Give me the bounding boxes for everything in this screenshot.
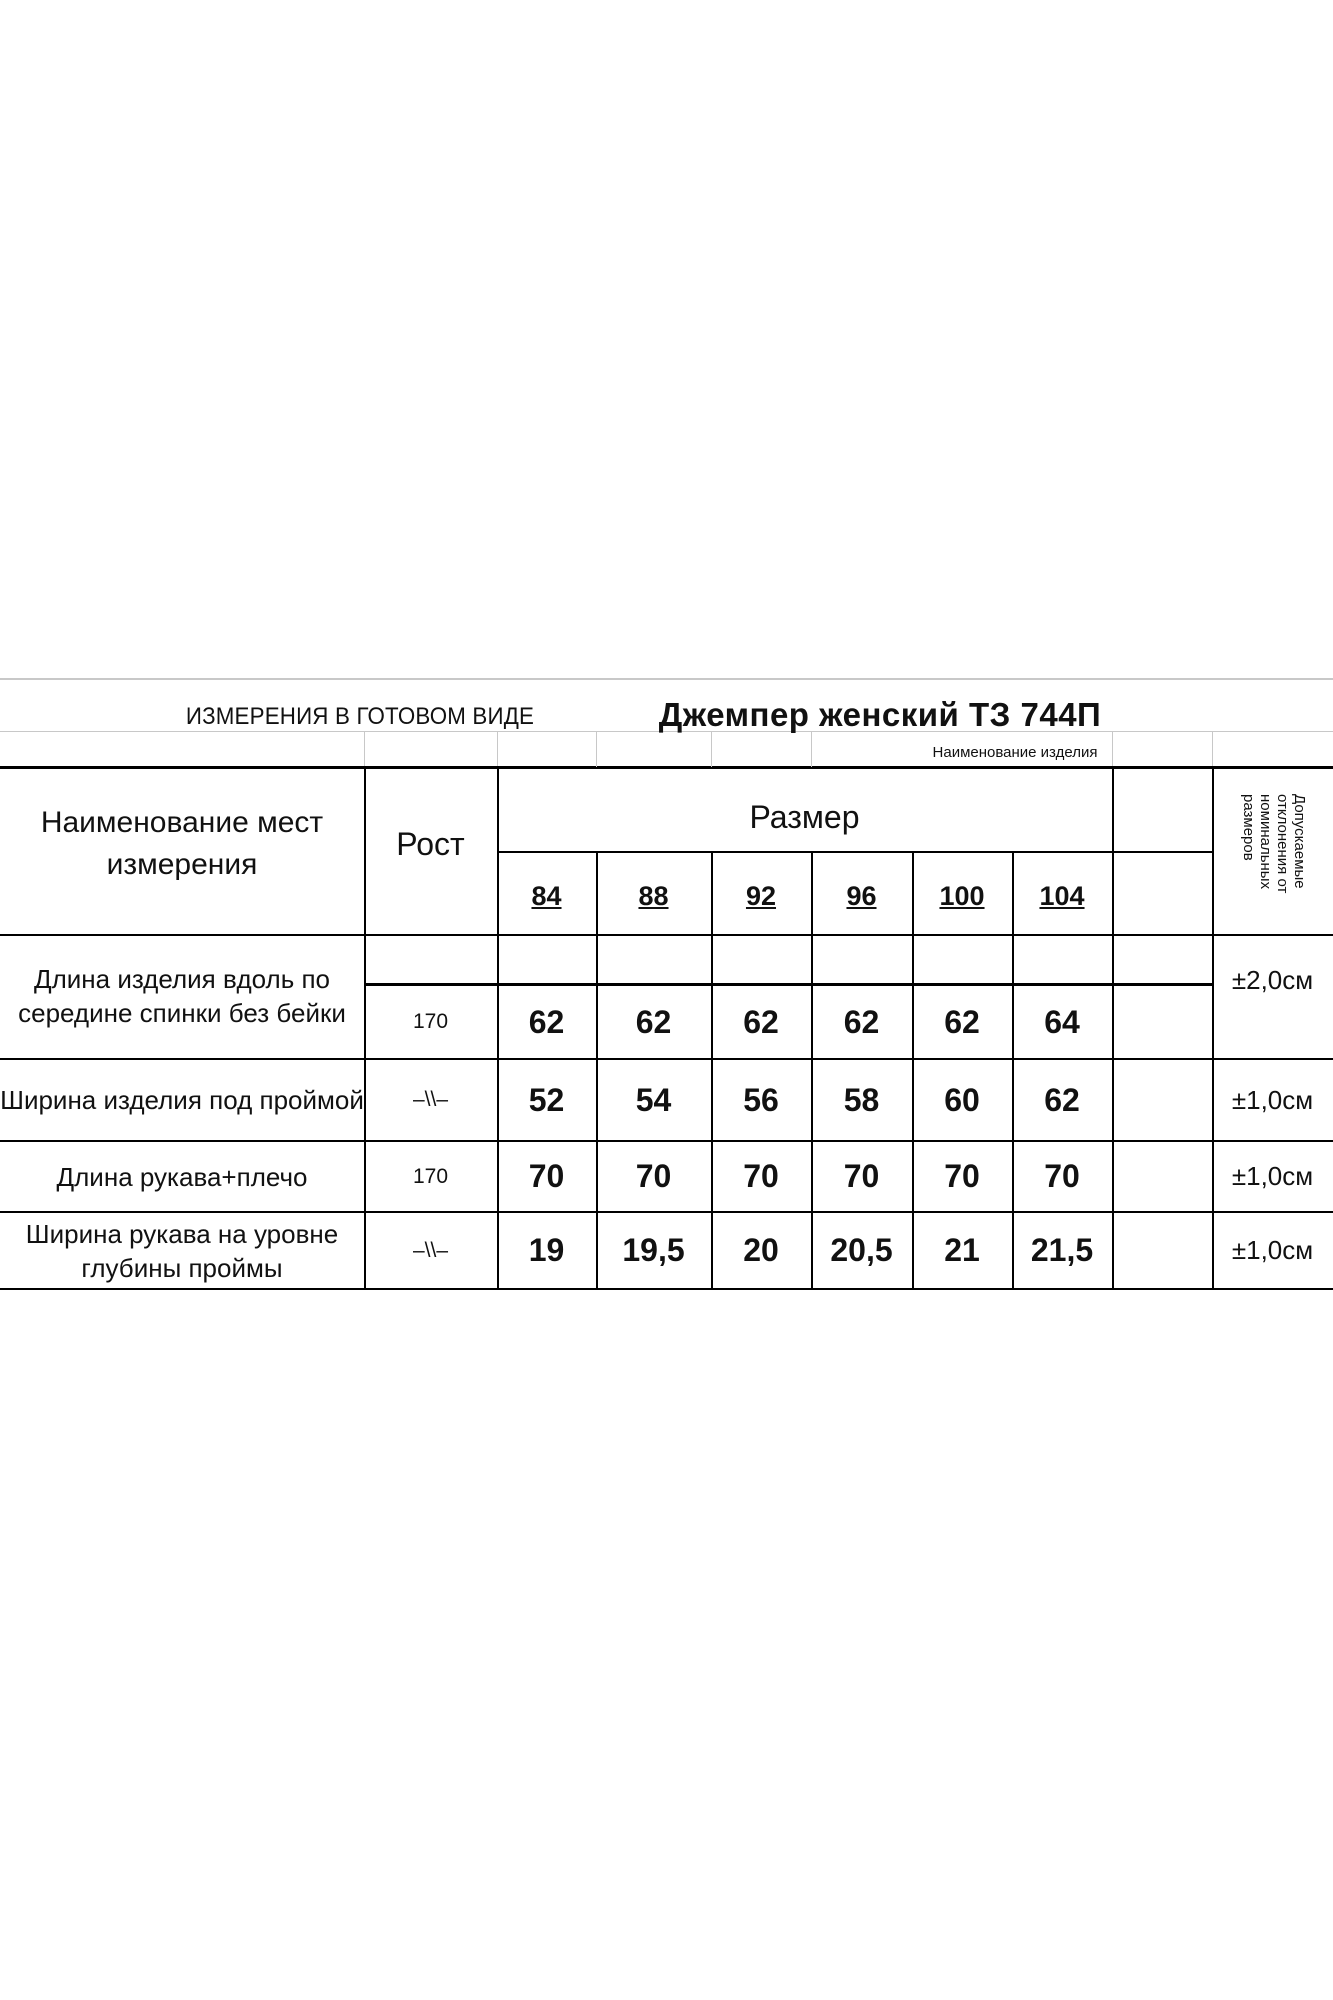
measure-value: 19 bbox=[528, 1232, 565, 1268]
measure-value: 62 bbox=[1044, 1081, 1080, 1118]
rost-header: Рост bbox=[396, 825, 465, 862]
product-name-caption: Наименование изделия bbox=[932, 743, 1098, 761]
measure-value: 70 bbox=[944, 1158, 980, 1194]
tolerance-value: ±1,0см bbox=[1231, 1235, 1314, 1265]
product-name: Джемпер женский ТЗ 744П bbox=[658, 696, 1102, 733]
measure-value: 70 bbox=[1044, 1158, 1080, 1194]
measure-value: 70 bbox=[528, 1158, 565, 1194]
size-96: 96 bbox=[846, 880, 877, 911]
measure-value: 62 bbox=[843, 1003, 880, 1040]
size-chart-table bbox=[0, 678, 1333, 1290]
row4-bottom-rule bbox=[0, 1288, 1333, 1290]
measure-value: 62 bbox=[528, 1003, 565, 1040]
measurement-header: Наименование мест измерения bbox=[40, 806, 324, 881]
measure-value: 20 bbox=[743, 1232, 779, 1268]
row-label: Длина изделия вдоль по середине спинки без бейки bbox=[18, 964, 346, 1028]
measure-value: 70 bbox=[843, 1158, 880, 1194]
measure-value: 62 bbox=[743, 1003, 779, 1040]
tolerance-header-text: Допускаемые отклонения от номинальных размеров bbox=[1240, 794, 1308, 894]
col-rule bbox=[1212, 766, 1214, 1290]
measure-value: 58 bbox=[843, 1081, 880, 1118]
size-88: 88 bbox=[638, 880, 669, 911]
measure-value: 21,5 bbox=[1030, 1232, 1094, 1268]
header-top-rule bbox=[0, 766, 1333, 769]
row-label: Ширина изделия под проймой bbox=[0, 1085, 364, 1115]
col-rule bbox=[1112, 766, 1114, 1290]
measure-value: 70 bbox=[743, 1158, 779, 1194]
tolerance-header bbox=[1215, 768, 1333, 938]
size-84: 84 bbox=[531, 880, 562, 911]
measure-value: 52 bbox=[528, 1081, 565, 1118]
rost-value: –\\– bbox=[412, 1088, 449, 1111]
measure-value: 21 bbox=[944, 1232, 980, 1268]
tolerance-value: ±1,0см bbox=[1231, 1084, 1314, 1115]
rost-value: –\\– bbox=[412, 1238, 449, 1262]
measure-value: 19,5 bbox=[622, 1232, 685, 1268]
measure-value: 56 bbox=[743, 1081, 779, 1118]
tolerance-value: ±1,0см bbox=[1231, 1161, 1314, 1191]
measure-value: 70 bbox=[635, 1158, 672, 1194]
size-92: 92 bbox=[745, 880, 777, 911]
rost-value: 170 bbox=[412, 1010, 449, 1033]
title-divider bbox=[1212, 731, 1213, 767]
measure-value: 62 bbox=[635, 1003, 672, 1040]
size-100: 100 bbox=[939, 880, 985, 911]
measure-value: 62 bbox=[944, 1003, 980, 1040]
measure-value: 60 bbox=[944, 1081, 980, 1118]
top-rule bbox=[0, 678, 1333, 680]
row-label: Ширина рукава на уровне глубины проймы bbox=[25, 1218, 339, 1283]
rost-value: 170 bbox=[412, 1164, 449, 1188]
measure-value: 64 bbox=[1044, 1003, 1080, 1040]
measure-value: 54 bbox=[635, 1081, 672, 1118]
tolerance-value: ±2,0см bbox=[1231, 964, 1314, 995]
size-104: 104 bbox=[1039, 880, 1085, 911]
table-title: ИЗМЕРЕНИЯ В ГОТОВОМ ВИДЕ bbox=[185, 703, 535, 730]
size-header: Размер bbox=[749, 798, 860, 835]
row-label: Длина рукава+плечо bbox=[56, 1161, 308, 1192]
measure-value: 20,5 bbox=[830, 1232, 893, 1268]
